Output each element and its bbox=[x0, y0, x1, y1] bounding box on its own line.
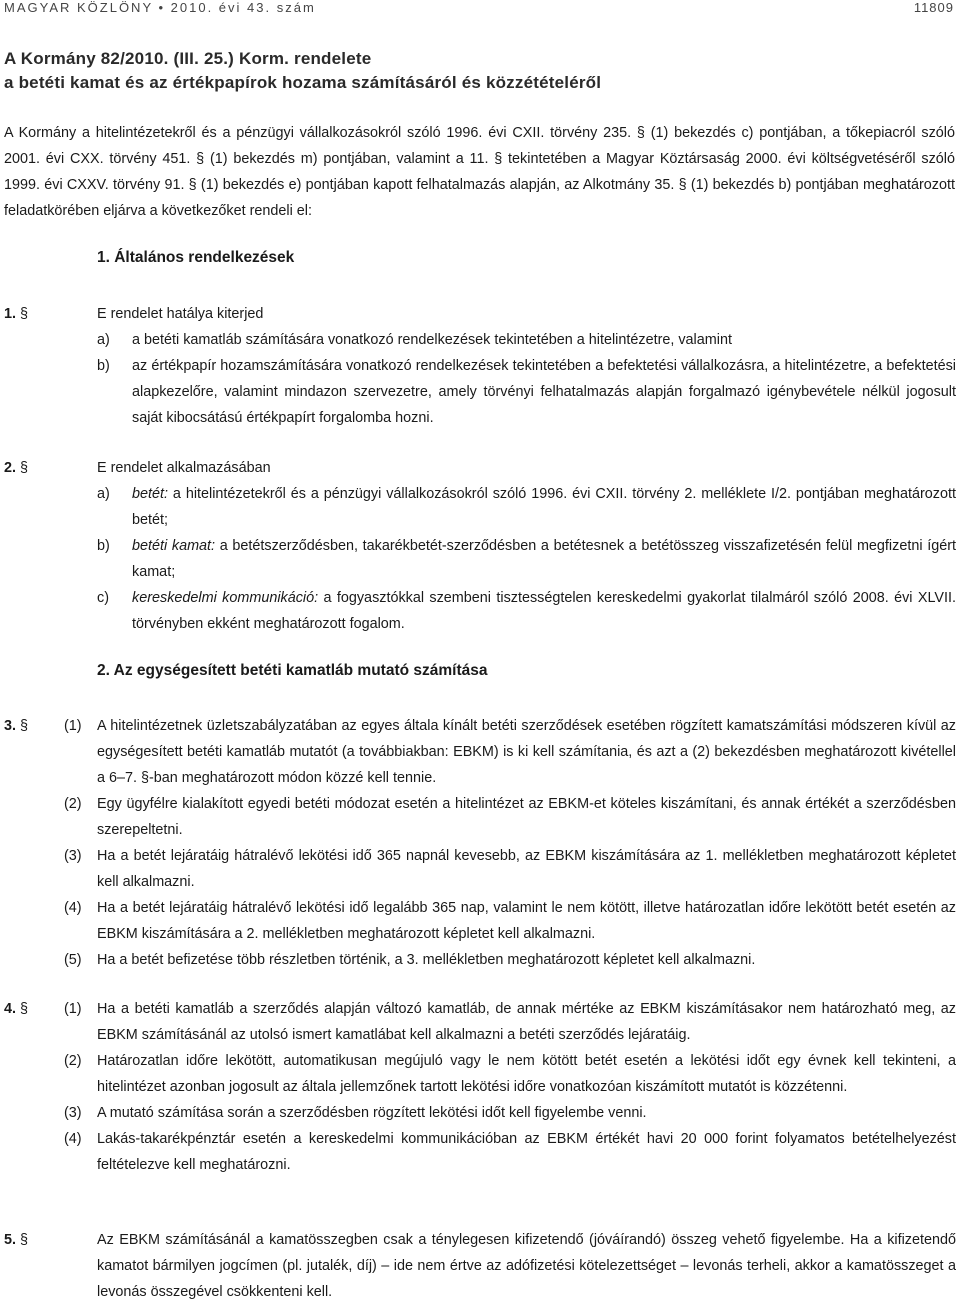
definition-text: a betétszerződésben, takarékbetét-szerződésben a betétesnek a betétösszeg visszafizetésén felül megfizetni ígért kamat; bbox=[132, 538, 956, 580]
paragraph-number: 3. bbox=[4, 718, 17, 734]
paragraph-1 bbox=[4, 301, 956, 431]
paragraph-intro: E rendelet alkalmazásában bbox=[97, 460, 271, 476]
definition-text: a fogyasztókkal szembeni tisztességtelen kereskedelmi gyakorlat tilalmáról szóló 2008. évi XLVII. törvényben ekként meghatározott fogalom. bbox=[132, 590, 957, 632]
subsection bbox=[4, 895, 956, 947]
item-text: az értékpapír hozamszámítására vonatkozó rendelkezések tekintetében a befektetési vállalkozásra, a hitelintézetre, a befektetési alapkezelőre, valamint mindazon szervezetre, amely törvényi felhatalmazás alapján forgalmazó igénybevétele nélkül jogosult saját kibocsátású értékpapírt forgalomba hozni. bbox=[132, 358, 956, 426]
subsection bbox=[4, 1048, 956, 1100]
subsection-text: Határozatlan időre lekötött, automatikusan megújuló vagy le nem kötött betét esetén a lekötési időt egy évnek kell tekinteni, a hitelintézet azonban jogosult az általa jellemzőnek tartott lekötési időre vonatkozóan kiszámított mutatót is közzétenni. bbox=[97, 1053, 956, 1095]
section-sign: § bbox=[20, 1001, 29, 1017]
paragraph-4 bbox=[4, 996, 956, 1178]
list-item bbox=[97, 353, 956, 431]
decree-title bbox=[4, 47, 601, 95]
subsection-text: A mutató számítása során a szerződésben rögzített lekötési időt kell figyelembe venni. bbox=[97, 1105, 647, 1121]
subsection-label: (2) bbox=[64, 1053, 82, 1069]
subsection-text: Ha a betéti kamatláb a szerződés alapján változó kamatláb, de annak mértéke az EBKM kiszámításakor nem határozható meg, az EBKM számításánál az utolsó ismert kamatlábat kell alkalmazni a betéti szerződés lejáratáig. bbox=[97, 1001, 956, 1043]
item-text: a betéti kamatláb számítására vonatkozó rendelkezések tekintetében a hitelintézetre, valamint bbox=[132, 332, 732, 348]
decree-title-line-2: a betéti kamat és az értékpapírok hozama számításáról és közzétételéről bbox=[4, 73, 602, 92]
decree-title-line-1: A Kormány 82/2010. (III. 25.) Korm. rendelete bbox=[4, 49, 372, 68]
section-sign: § bbox=[20, 1232, 29, 1248]
paragraph-number: 4. bbox=[4, 1001, 17, 1017]
subsection bbox=[4, 996, 956, 1048]
subsection-text: A hitelintézetnek üzletszabályzatában az egyes általa kínált betéti szerződések esetében rögzített kamatszámítási módszeren kívül az egységesített betéti kamatláb mutatót (a továbbiakban: EBKM) is ki kell számítania, és azt a (2) bekezdésben meghatározott kivétellel a 6–7. §-ban meghatározott módon közzé kell tennie. bbox=[97, 718, 956, 786]
paragraph-3 bbox=[4, 713, 956, 973]
subsection-text: Egy ügyfélre kialakított egyedi betéti módozat esetén a hitelintézet az EBKM-et köteles kiszámítani, és annak értékét a szerződésben szerepeltetni. bbox=[97, 796, 956, 838]
subsection-text: Ha a betét lejáratáig hátralévő lekötési idő 365 napnál kevesebb, az EBKM kiszámítására az 1. mellékletben meghatározott képletet kell alkalmazni. bbox=[97, 848, 956, 890]
paragraph-2 bbox=[4, 455, 956, 637]
preamble: A Kormány a hitelintézetekről és a pénzügyi vállalkozásokról szóló 1996. évi CXII. törvény 235. § (1) bekezdés c) pontjában, a tőkepiacról szóló 2001. évi CXX. törvény 451. § (1) bekezdés m) pontjában, valamint a 11. § tekintetében a Magyar Köztársaság 2000. évi költségvetéséről szóló 1999. évi CXXV. törvény 91. § (1) bekezdés e) pontjában kapott felhatalmazás alapján, az Alkotmány 35. § (1) bekezdés b) pontjában meghatározott feladatkörében eljárva a következőket rendeli el: bbox=[4, 125, 955, 219]
subsection-text: Ha a betét befizetése több részletben történik, a 3. mellékletben meghatározott képletet kell alkalmazni. bbox=[97, 952, 756, 968]
section-sign: § bbox=[20, 718, 29, 734]
subsection bbox=[4, 1100, 956, 1126]
paragraph-number: 2. bbox=[4, 460, 17, 476]
subsection bbox=[4, 947, 956, 973]
subsection-label: (3) bbox=[64, 1105, 82, 1121]
definition-item bbox=[97, 585, 956, 637]
subsection bbox=[4, 713, 956, 791]
item-label: a) bbox=[97, 332, 110, 348]
section-sign: § bbox=[20, 306, 29, 322]
definition-item bbox=[97, 533, 956, 585]
subsection bbox=[4, 1126, 956, 1178]
page-number: 11809 bbox=[913, 0, 954, 15]
defined-term: betét: bbox=[132, 486, 169, 502]
subsection-label: (2) bbox=[64, 796, 82, 812]
subsection-text: Ha a betét lejáratáig hátralévő lekötési idő legalább 365 nap, valamint le nem kötött, illetve határozatlan időre lekötött betét esetén az EBKM kiszámítására a 2. mellékletben meghatározott képletet kell alkalmazni. bbox=[97, 900, 956, 942]
section-heading-1: 1. Általános rendelkezések bbox=[97, 249, 295, 266]
subsection bbox=[4, 843, 956, 895]
section-sign: § bbox=[20, 460, 29, 476]
item-label: b) bbox=[97, 358, 110, 374]
paragraph-number: 1. bbox=[4, 306, 17, 322]
subsection-label: (4) bbox=[64, 1131, 82, 1147]
section-heading-2: 2. Az egységesített betéti kamatláb mutató számítása bbox=[97, 662, 488, 679]
item-label: a) bbox=[97, 486, 110, 502]
item-label: c) bbox=[97, 590, 109, 606]
subsection bbox=[4, 791, 956, 843]
definition-item bbox=[97, 481, 956, 533]
publication-name: MAGYAR KÖZLÖNY • 2010. évi 43. szám bbox=[4, 0, 316, 15]
paragraph-5 bbox=[4, 1227, 956, 1305]
subsection-label: (3) bbox=[64, 848, 82, 864]
defined-term: kereskedelmi kommunikáció: bbox=[132, 590, 319, 606]
paragraph-intro: E rendelet hatálya kiterjed bbox=[97, 306, 264, 322]
subsection-label: (1) bbox=[64, 718, 82, 734]
defined-term: betéti kamat: bbox=[132, 538, 216, 554]
subsection-label: (4) bbox=[64, 900, 82, 916]
paragraph-text: Az EBKM számításánál a kamatösszegben csak a ténylegesen kifizetendő (jóváírandó) összeg vehető figyelembe. Ha a kifizetendő kamatot bármilyen jogcímen (pl. jutalék, díj) – ide nem értve az adófizetési kötelezettséget – levonás terheli, akkor a kamatösszeget a levonás összegével csökkenteni kell. bbox=[97, 1232, 956, 1300]
list-item bbox=[97, 327, 956, 353]
page-header bbox=[4, 0, 954, 16]
paragraph-number: 5. bbox=[4, 1232, 17, 1248]
item-label: b) bbox=[97, 538, 110, 554]
subsection-label: (1) bbox=[64, 1001, 82, 1017]
subsection-label: (5) bbox=[64, 952, 82, 968]
definition-text: a hitelintézetekről és a pénzügyi vállalkozásokról szóló 1996. évi CXII. törvény 2. melléklete I/2. pontjában meghatározott betét; bbox=[132, 486, 956, 528]
subsection-text: Lakás-takarékpénztár esetén a kereskedelmi kommunikációban az EBKM értékét havi 20 000 forint folyamatos betételhelyezést feltételezve kell meghatározni. bbox=[97, 1131, 956, 1173]
